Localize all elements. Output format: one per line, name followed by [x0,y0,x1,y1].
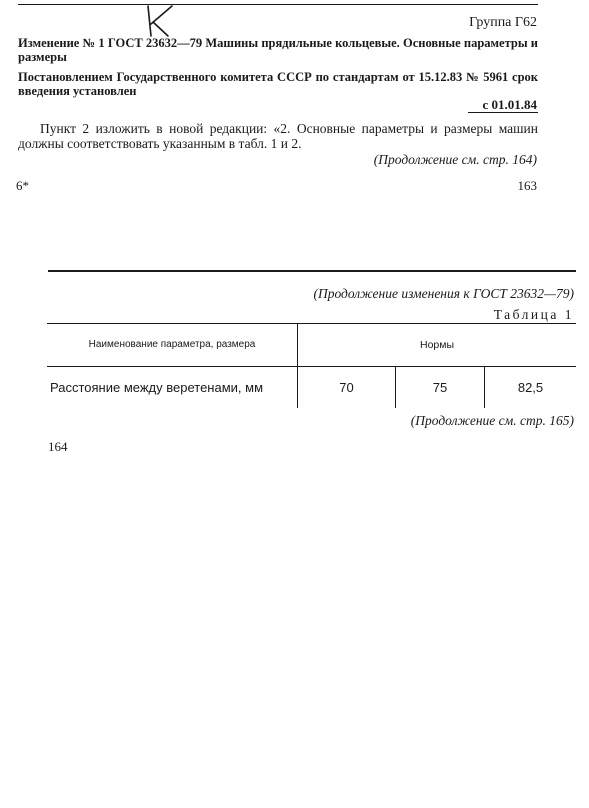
continuation-note-2: (Продолжение см. стр. 165) [410,413,574,428]
continuation-note-1: (Продолжение см. стр. 164) [373,152,537,167]
decree-text: Постановлением Государственного комитета СССР по стандартам от 15.12.83 № 5961 срок введения установлен [18,70,538,98]
signature-mark: 6* [16,178,29,193]
date-underline [468,112,538,113]
clause-text: Пункт 2 изложить в новой редакции: «2. Основные параметры и размеры машин должны соответствовать указанным в табл. 1 и 2. [18,121,538,151]
table-cell-value: 70 [339,380,354,395]
page-separator [48,270,576,272]
table-header-param: Наименование параметра, размера [88,339,256,350]
group-code: Группа Г62 [469,15,537,30]
table-header-norms: Нормы [419,338,455,351]
table-label: Таблица 1 [493,307,574,322]
page-number-163: 163 [517,178,537,193]
top-rule [18,4,538,5]
table-cell-value: 75 [432,380,448,395]
effective-date: с 01.01.84 [482,97,537,112]
page-number-164: 164 [48,439,68,454]
continuation-header: (Продолжение изменения к ГОСТ 23632—79) [313,286,574,301]
table-cell-param: Расстояние между веретенами, мм [50,380,264,395]
table-cell-value: 82,5 [517,380,544,395]
amendment-title: Изменение № 1 ГОСТ 23632—79 Машины прядильные кольцевые. Основные параметры и размеры [18,36,538,64]
handwritten-k-mark [140,4,176,38]
